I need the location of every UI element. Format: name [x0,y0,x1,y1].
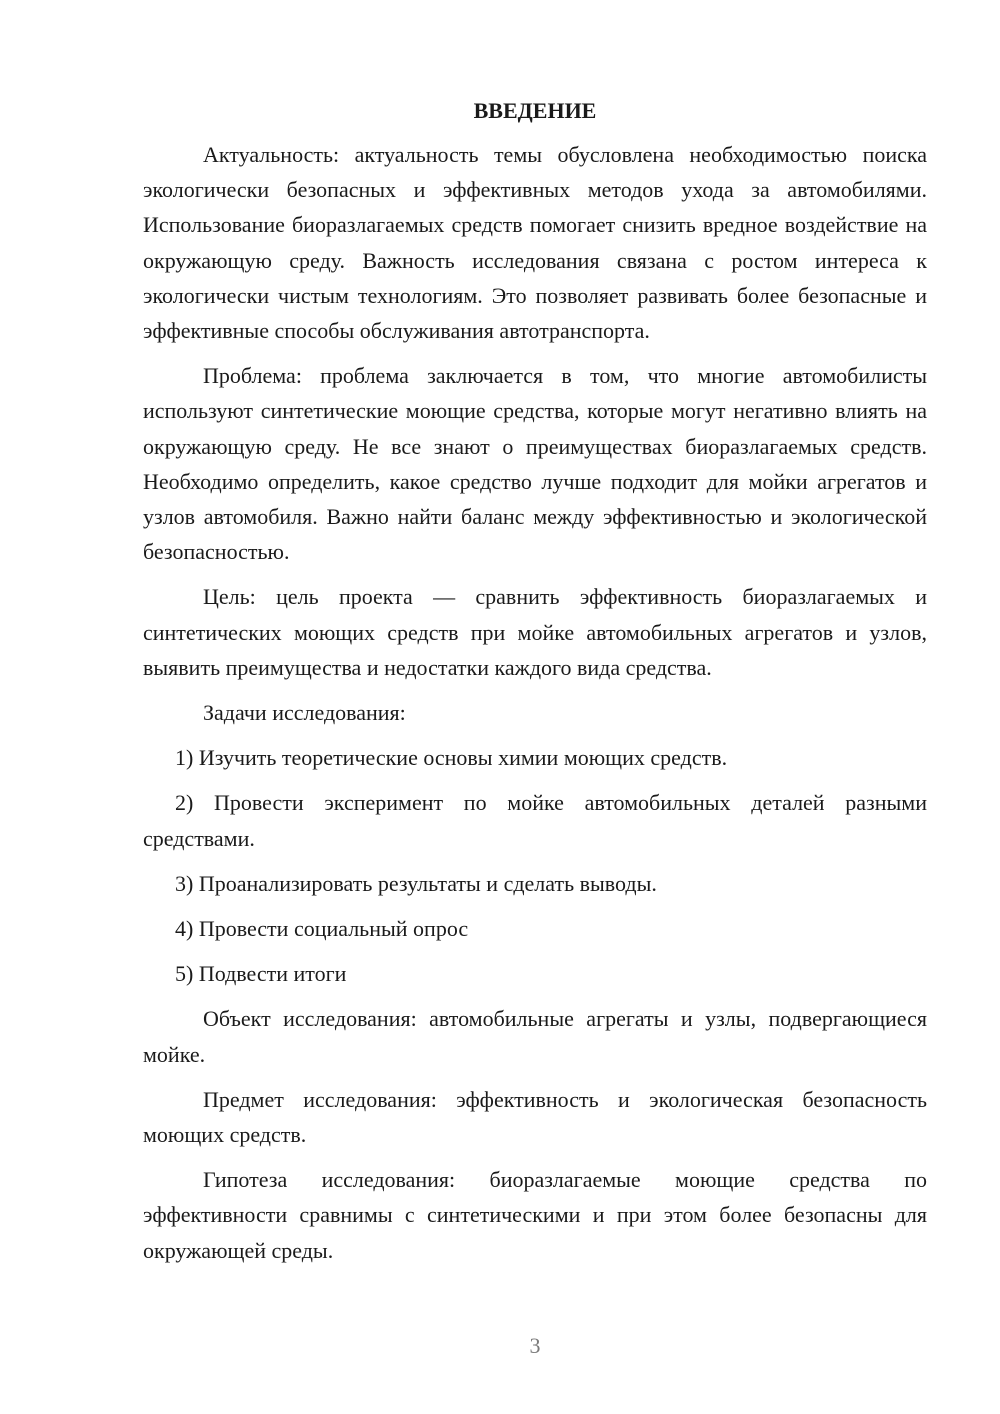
page-title: ВВЕДЕНИЕ [473,98,597,123]
problem-paragraph: Проблема: проблема заключается в том, что многие автомобилисты используют синтетические моющие средства, которые могут негативно влиять на окружающую среду. Не все знают о преимуществах биоразлагаемых средств. Необходимо определить, какое средство лучше подходит для мойки агрегатов и узлов автомобиля. Важно найти баланс между эффективностью и экологической безопасностью. [143,363,927,565]
hypothesis-paragraph: Гипотеза исследования: биоразлагаемые моющие средства по эффективности сравнимы с синтетическими и при этом более безопасны для окружающей среды. [143,1167,927,1263]
goal-paragraph: Цель: цель проекта — сравнить эффективность биоразлагаемых и синтетических моющих средств при мойке автомобильных агрегатов и узлов, выявить преимущества и недостатки каждого вида средства. [143,584,927,680]
relevance-paragraph: Актуальность: актуальность темы обусловлена необходимостью поиска экологически безопасных и эффективных методов ухода за автомобилями. Использование биоразлагаемых средств помогает снизить вредное воздействие на окружающую среду. Важность исследования связана с ростом интереса к экологически чистым технологиям. Это позволяет развивать более безопасные и эффективные способы обслуживания автотранспорта. [143,142,927,344]
task-item-1: 1) Изучить теоретические основы химии моющих средств. [175,745,728,771]
task-item-5: 5) Подвести итоги [175,961,347,987]
tasks-heading: Задачи исследования: [203,700,406,726]
page-content [143,96,927,1278]
task-item-2: 2) Провести эксперимент по мойке автомобильных деталей разными средствами. [143,790,927,851]
task-item-3: 3) Проанализировать результаты и сделать выводы. [175,870,657,896]
subject-paragraph: Предмет исследования: эффективность и экологическая безопасность моющих средств. [143,1086,927,1148]
page-number: 3 [529,1333,541,1358]
task-item-4: 4) Провести социальный опрос [175,916,469,942]
object-paragraph: Объект исследования: автомобильные агрегаты и узлы, подвергающиеся мойке. [143,1006,927,1067]
